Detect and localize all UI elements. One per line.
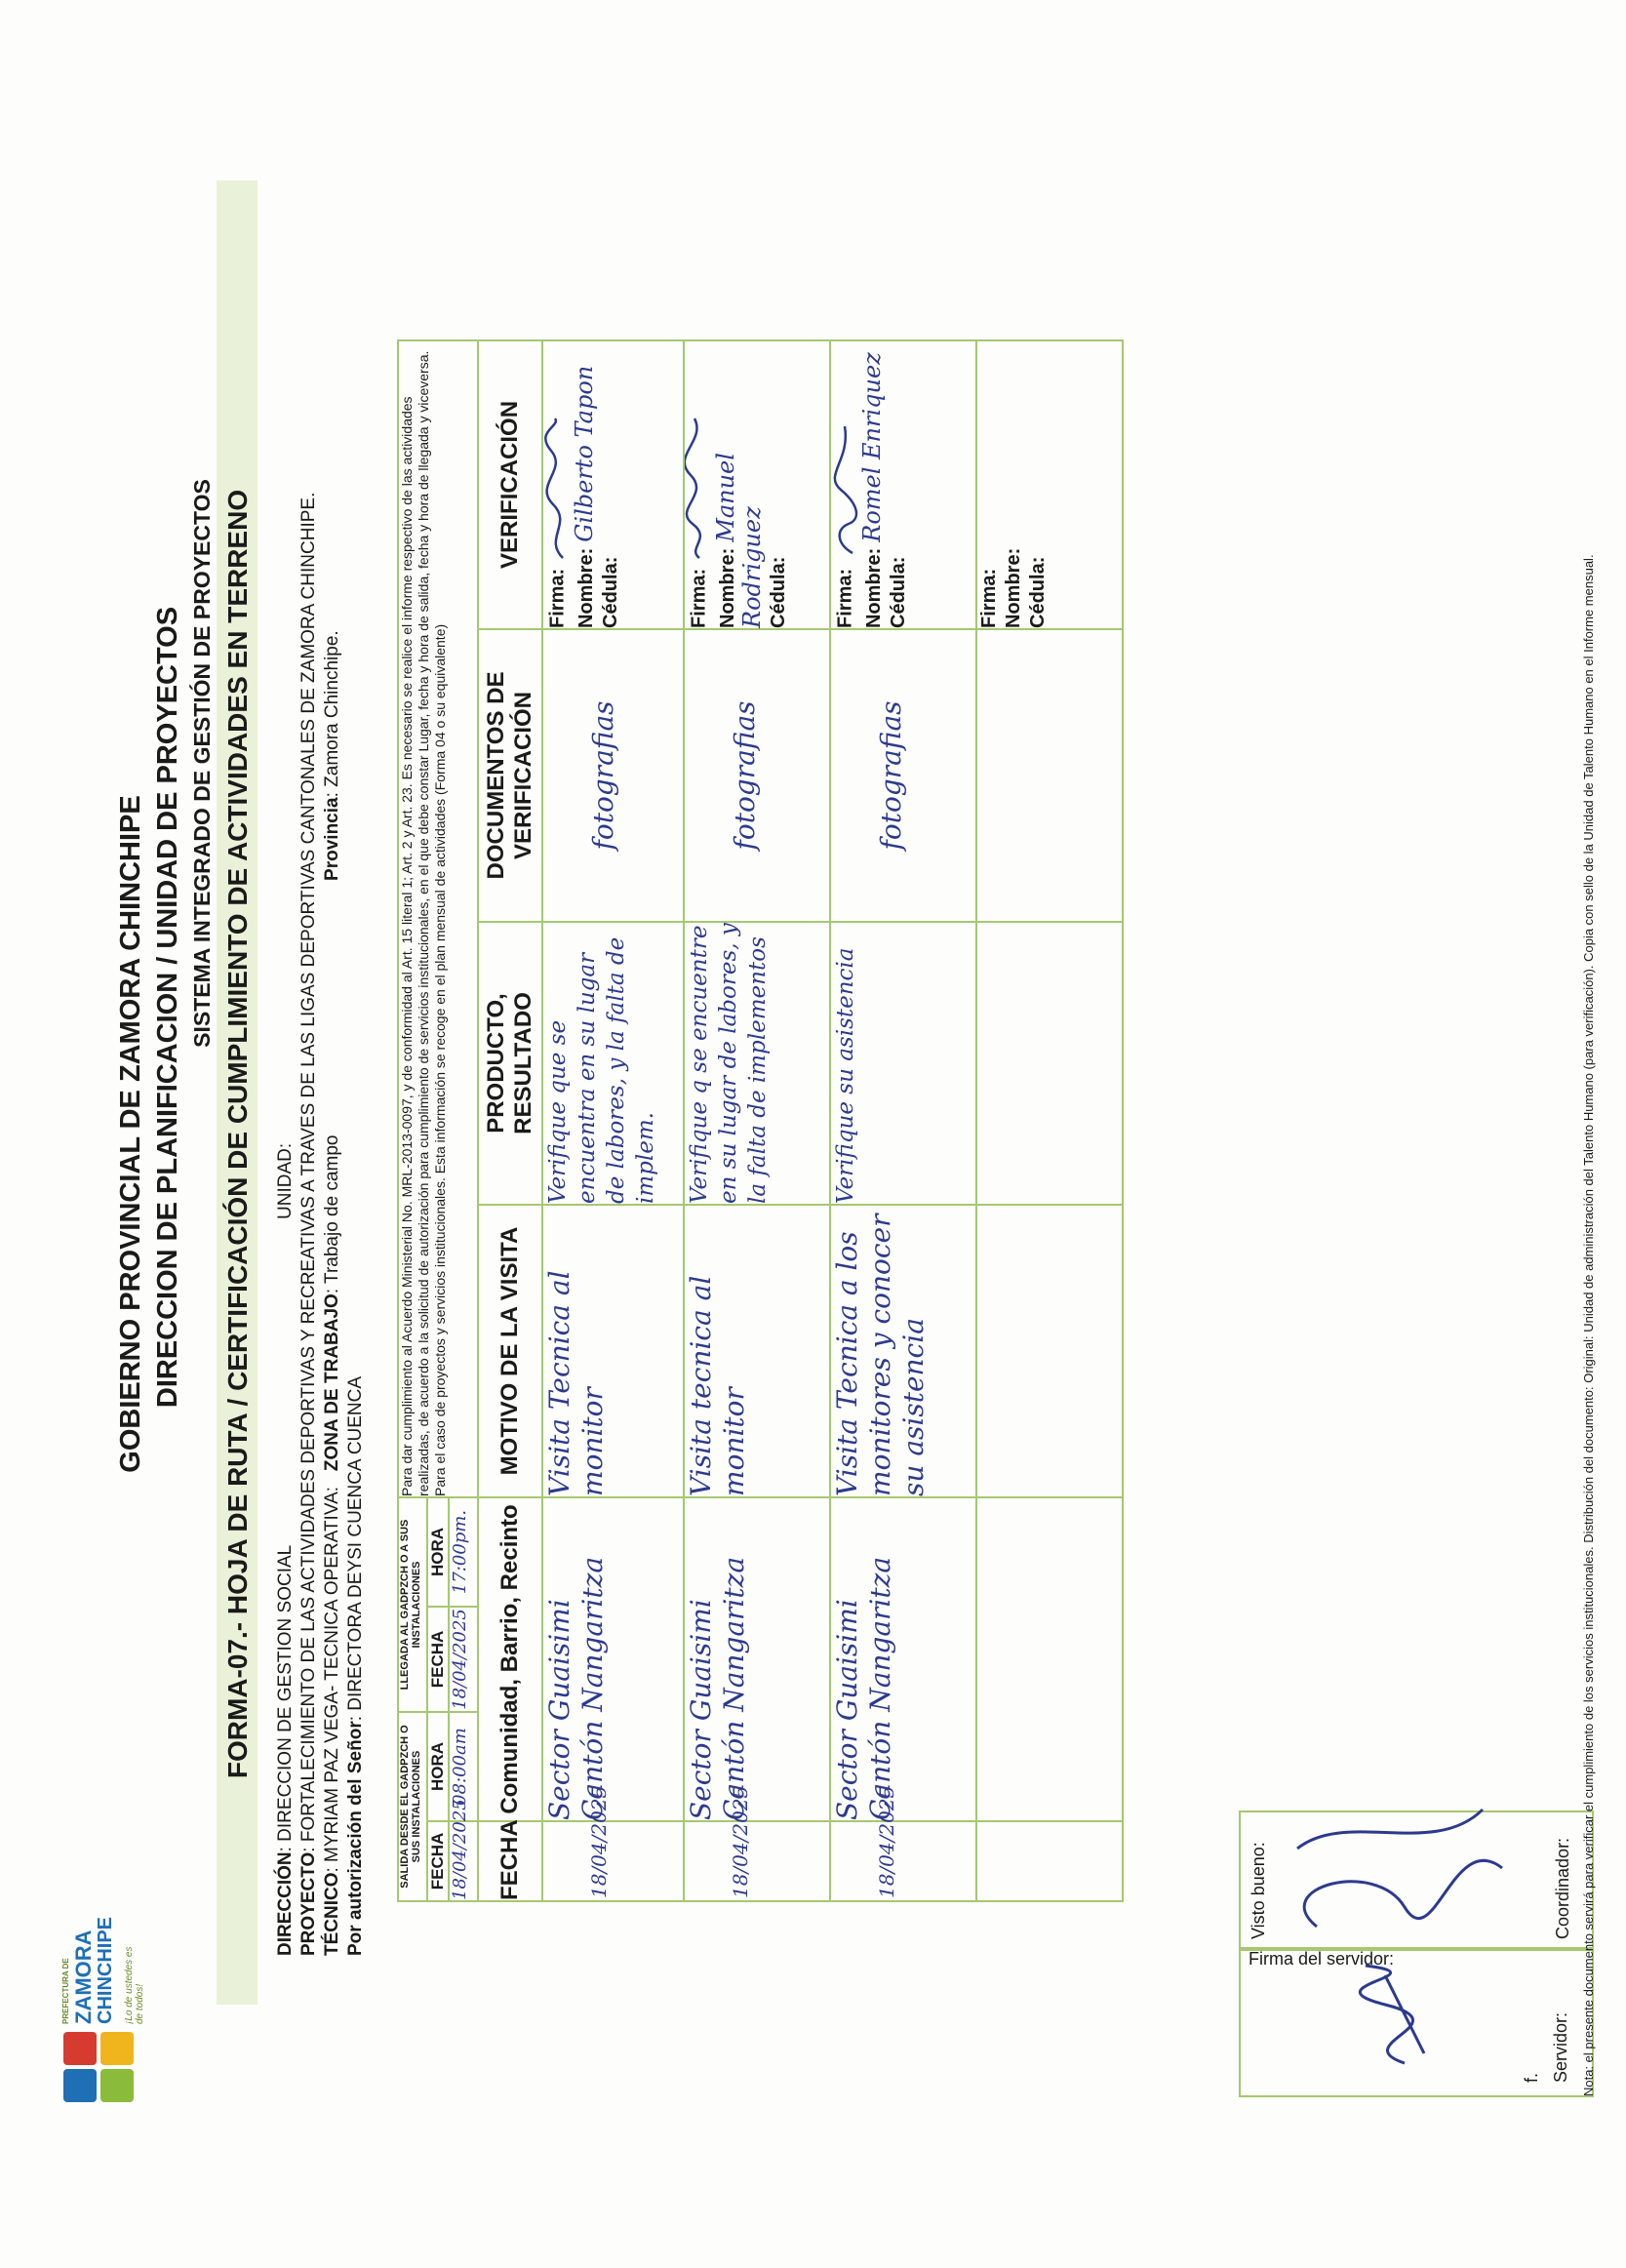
legal-note: Para dar cumplimiento al Acuerdo Ministerial No. MRL-2013-0097, y de conformidad al Art. 15 literal 1; Art. 2 y Art. 23. Es necesario se realice el informe respectivo de las actividades realizadas, de acuerdo a la solicitud de autorización para cumplimiento de servicios institucionales, en el que debe constar Lugar, fecha y hora de salida, fecha y hora de llegada y viceversa. Para el caso de proyectos y servicios institucionales. Esta información se recoge en el plan mensual de actividades (Forma 04 o su equivalente): [398, 340, 478, 1497]
llegada-fecha-value: 18/04/2025: [449, 1607, 478, 1712]
col-producto: PRODUCTO, RESULTADO: [478, 922, 542, 1205]
provincia-label: Provincia: [322, 797, 342, 881]
unidad-line: [273, 1143, 297, 1219]
system-title: SISTEMA INTEGRADO DE GESTIÓN DE PROYECTOS: [189, 479, 215, 1048]
logo-prefectura-text: PREFECTURA DE: [61, 1958, 70, 2024]
signature-scribble: [543, 417, 573, 563]
llegada-hora-label: HORA: [427, 1497, 449, 1607]
org-title: GOBIERNO PROVINCIAL DE ZAMORA CHINCHIPE: [115, 795, 146, 1473]
row-verificacion: [976, 340, 1123, 629]
table-row: [830, 340, 976, 1901]
row-comunidad: Sector Guaisimi Cantón Nangaritza: [684, 1497, 830, 1821]
proyecto-label: PROYECTO: [298, 1851, 319, 1956]
firma-label: Firma:: [688, 568, 710, 628]
column-header-row: [478, 340, 542, 1901]
signature-scribble: [831, 417, 860, 563]
salida-header: SALIDA DESDE EL GADPZCH O SUS INSTALACIONES: [398, 1712, 427, 1901]
firma-label: Firma:: [546, 568, 569, 628]
row-producto: [976, 922, 1123, 1205]
autorizacion-label: Por autorización del Señor: [345, 1721, 366, 1956]
footnote: Nota: el presente documento servirá para verificar el cumplimiento de los servicios institucionales. Distribución del documento: Original: Unidad de administración del Talento Humano (para verificación). Copia con sello de la Unidad de Talento Humano en el Informe mensual.: [1581, 554, 1596, 2096]
tecnico-value: MYRIAM PAZ VEGA- TECNICA OPERATIVA:: [322, 1486, 342, 1862]
provincia-value: Zamora Chinchipe.: [322, 630, 342, 787]
autorizacion-line: Por autorización del Señor: DIRECTORA DEYSI CUENCA CUENCA: [345, 1375, 366, 1956]
servidor-signature: [1327, 1956, 1483, 2073]
row-fecha: 18/04/2025: [542, 1821, 684, 1901]
cedula-label: Cédula:: [1027, 556, 1049, 628]
form-title: FORMA-07.- HOJA DE RUTA / CERTIFICACIÓN DE CUMPLIMIENTO DE ACTIVIDADES EN TERRENO: [222, 489, 253, 1779]
proyecto-line: PROYECTO: FORTALECIMIENTO DE LAS ACTIVIDADES DEPORTIVAS Y RECREATIVAS A TRAVES DE LAS LIGAS DEPORTIVAS CANTONALES DE ZAMORA CHINCHIPE.: [298, 492, 319, 1956]
tecnico-line: TÉCNICO: MYRIAM PAZ VEGA- TECNICA OPERATIVA: ZONA DE TRABAJO: Trabajo de campo Provincia: Zamora Chinchipe.: [322, 630, 342, 1956]
zona-value: Trabajo de campo: [322, 1134, 342, 1284]
salida-fecha-label: FECHA: [427, 1821, 449, 1901]
direccion-value: DIRECCION DE GESTION SOCIAL: [275, 1544, 296, 1842]
row-verificacion: [684, 340, 830, 629]
coordinador-label: Coordinador:: [1553, 1837, 1572, 1939]
servidor-firma-label: Firma del servidor:: [1249, 1949, 1395, 1969]
col-fecha: FECHA: [478, 1821, 542, 1901]
firma-label: Firma:: [834, 568, 856, 628]
row-fecha: 18/04/2025: [830, 1821, 976, 1901]
row-comunidad: Sector Guaisimi Cantón Nangaritza: [830, 1497, 976, 1821]
col-documentos: DOCUMENTOS DE VERIFICACIÓN: [478, 629, 542, 922]
direccion-line: DIRECCIÓN: DIRECCION DE GESTION SOCIAL: [275, 1544, 296, 1956]
row-motivo: Visita Tecnica al monitor: [542, 1205, 684, 1497]
cedula-label: Cédula:: [600, 556, 621, 628]
row-producto: Verifique q se encuentre en su lugar de labores, y la falta de implementos: [684, 922, 830, 1205]
nombre-label: Nombre:: [717, 547, 738, 628]
dept-title: DIRECCION DE PLANIFICACION / UNIDAD DE PROYECTOS: [152, 606, 183, 1409]
route-table: [397, 339, 1124, 1902]
logo-tile-blue: [63, 2069, 97, 2102]
proyecto-value: FORTALECIMIENTO DE LAS ACTIVIDADES DEPORTIVAS Y RECREATIVAS A TRAVES DE LAS LIGAS DEPORTIVAS CANTONALES DE ZAMORA CHINCHIPE.: [298, 492, 319, 1843]
table-row: [684, 340, 830, 1901]
col-comunidad: Comunidad, Barrio, Recinto: [478, 1497, 542, 1821]
logo-tile-red: [63, 2032, 97, 2065]
nombre-value: Romel Enriquez: [858, 352, 886, 542]
table-row: [542, 340, 684, 1901]
servidor-f-label: f.: [1522, 2072, 1541, 2083]
row-comunidad: [976, 1497, 1123, 1821]
llegada-fecha-label: FECHA: [427, 1607, 449, 1712]
visto-bueno-label: Visto bueno:: [1249, 1842, 1268, 1939]
table-header-row-1: [398, 340, 427, 1901]
llegada-header: LLEGADA AL GADPZCH O A SUS INSTALACIONES: [398, 1497, 427, 1712]
nombre-label: Nombre:: [863, 547, 885, 628]
row-comunidad: Sector Guaisimi Cantón Nangaritza: [542, 1497, 684, 1821]
row-documentos: fotografias: [542, 629, 684, 922]
autorizacion-value: DIRECTORA DEYSI CUENCA CUENCA: [345, 1375, 366, 1711]
salida-fecha-value: 18/04/2025: [449, 1821, 478, 1901]
row-fecha: 18/04/2025: [684, 1821, 830, 1901]
cedula-label: Cédula:: [888, 556, 909, 628]
llegada-hora-value: 17:00pm.: [449, 1497, 478, 1607]
logo-slogan: ¡Lo de ustedes es de todos!: [124, 1946, 145, 2024]
zona-label: ZONA DE TRABAJO: [322, 1293, 342, 1472]
direccion-label: DIRECCIÓN: [275, 1851, 296, 1956]
salida-hora-label: HORA: [427, 1712, 449, 1821]
row-verificacion: [542, 340, 684, 629]
row-producto: Verifique su asistencia: [830, 922, 976, 1205]
cedula-label: Cédula:: [768, 556, 789, 628]
row-motivo: Visita Tecnica a los monitores y conocer su asistencia: [830, 1205, 976, 1497]
tecnico-label: TÉCNICO: [322, 1872, 342, 1956]
col-verificacion: VERIFICACIÓN: [478, 340, 542, 629]
unidad-label: UNIDAD:: [275, 1142, 296, 1219]
table-row: [976, 340, 1123, 1901]
logo-chinchipe-text: CHINCHIPE: [95, 1916, 116, 2024]
row-verificacion: [830, 340, 976, 629]
nombre-label: Nombre:: [575, 547, 597, 628]
logo-zamora-text: ZAMORA: [71, 1930, 96, 2024]
row-motivo: [976, 1205, 1123, 1497]
col-motivo: MOTIVO DE LA VISITA: [478, 1205, 542, 1497]
servidor-name-label: Servidor:: [1551, 2011, 1570, 2083]
nombre-value: Manuel Rodriguez: [712, 453, 766, 628]
row-motivo: Visita tecnica al monitor: [684, 1205, 830, 1497]
nombre-value: Gilberto Tapon: [571, 365, 598, 542]
row-documentos: fotografias: [830, 629, 976, 922]
row-fecha: [976, 1821, 1123, 1901]
row-producto: Verifique que se encuentra en su lugar de labores, y la falta de implem.: [542, 922, 684, 1205]
signature-scribble: [685, 417, 714, 563]
salida-hora-value: 08:00am: [449, 1712, 478, 1821]
row-documentos: [976, 629, 1123, 922]
row-documentos: fotografias: [684, 629, 830, 922]
nombre-label: Nombre:: [1003, 547, 1024, 628]
firma-label: Firma:: [978, 568, 1000, 628]
coordinador-signature: [1258, 1790, 1531, 1946]
